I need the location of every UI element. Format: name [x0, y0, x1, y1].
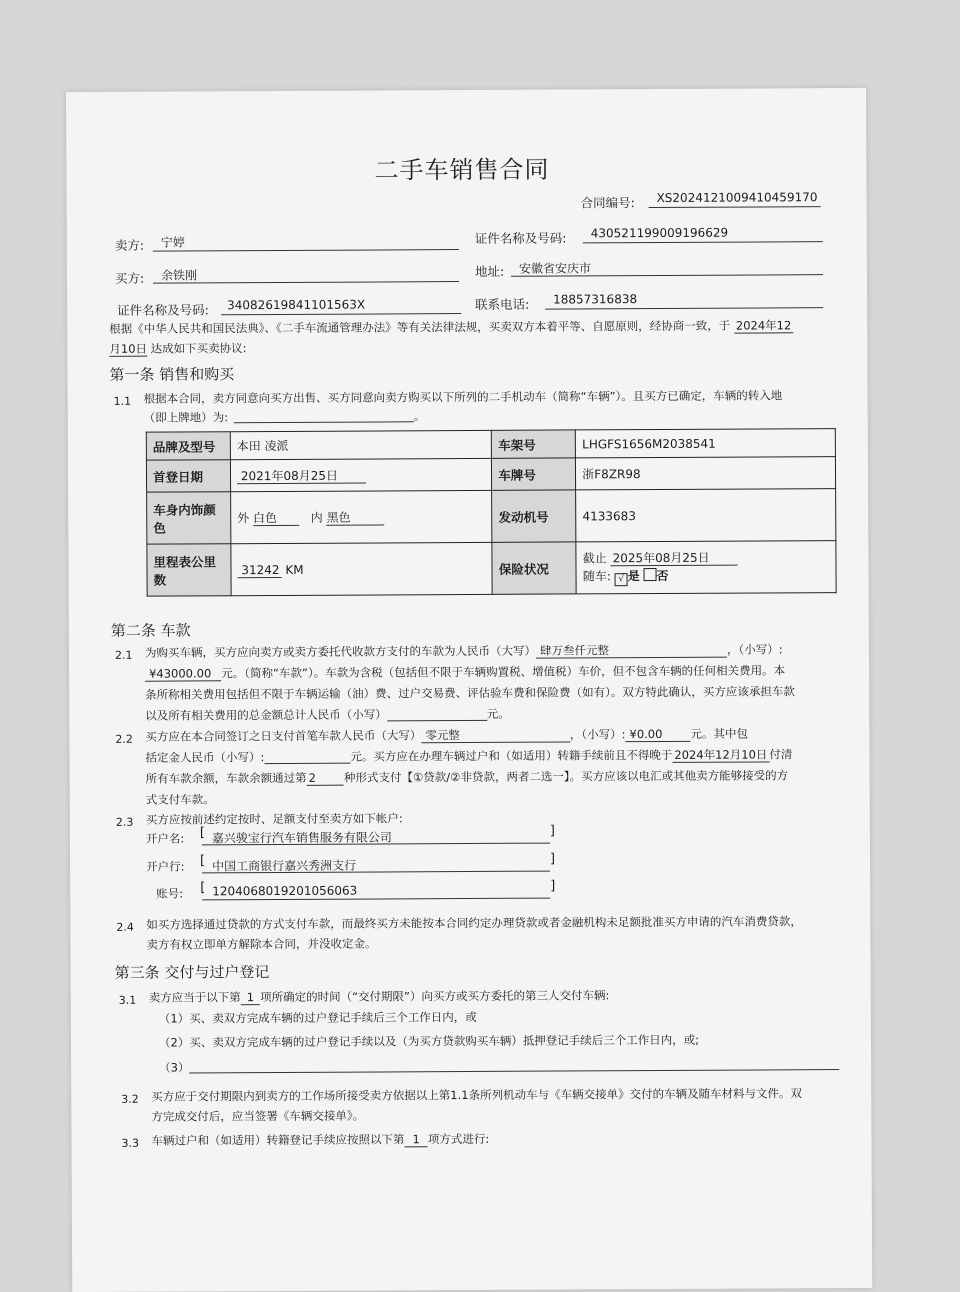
clause-3-3-text: 车辆过户和（如适用）转籍登记手续应按照以下第 [151, 1132, 405, 1148]
agreement-date-part2: 月10日 [109, 341, 148, 356]
account-name-label: 开户名: [145, 831, 185, 846]
vin-label: 车架号 [492, 430, 576, 458]
clause-3-3-text-end: 项方式进行: [427, 1131, 490, 1147]
clause-3-3-line-1 [151, 1128, 489, 1152]
mileage-label: 里程表公里数 [147, 544, 231, 596]
clause-3-1-line-1 [149, 984, 610, 1008]
bracket-right-icon: ] [550, 878, 556, 894]
bracket-right-icon: ] [549, 851, 556, 867]
clause-3-1-number: 3.1 [118, 993, 137, 1007]
brand-value: 本田 凌派 [230, 430, 492, 459]
clause-3-1-text: 卖方应当于以下第 [148, 990, 241, 1005]
checkbox-yes-icon[interactable]: √ [615, 573, 628, 586]
insurance-until-date: 2025年08月25日 [611, 551, 738, 567]
clause-2-1-line-3: 条所称相关费用包括但不限于车辆运输（油）费、过户交易费、评估验车费和保险费（如有）。双方特此确认，买方应该承担车款 [145, 684, 795, 702]
bracket-left-icon: [ [200, 880, 206, 896]
insurance-label: 保险状况 [492, 542, 576, 594]
registration-location-blank [234, 421, 414, 423]
document-title: 二手车销售合同 [374, 155, 550, 185]
engine-value: 4133683 [576, 489, 836, 542]
seller-label: 卖方: [114, 237, 145, 253]
clause-2-2-line-3 [146, 764, 789, 789]
bank-value: 中国工商银行嘉兴秀洲支行 [212, 858, 357, 874]
clause-2-4-line-1: 如买方选择通过贷款的方式支付车款，而最终买方未能按本合同约定办理贷款或者金融机构未足额批准买方申请的汽车消费贷款， [146, 914, 802, 932]
buyer-address-value: 安徽省安庆市 [518, 261, 591, 276]
clause-3-1-text-end: 项所确定的时间（“交付期限”）向买方或买方委托的第三人交付车辆: [260, 988, 610, 1005]
contract-no-label: 合同编号: [580, 195, 635, 211]
first-reg-cell [230, 458, 492, 491]
clause-2-4-number: 2.4 [116, 920, 134, 934]
account-no-label: 账号: [156, 886, 184, 901]
buyer-id-underline [221, 313, 461, 315]
clause-3-2-number: 3.2 [121, 1092, 139, 1106]
first-reg-value: 2021年08月25日 [237, 469, 366, 485]
buyer-id-value: 34082619841101563X [227, 297, 366, 313]
exterior-prefix: 外 [237, 511, 250, 526]
seller-name: 宁婷 [160, 235, 185, 250]
seller-id-value: 430521199009196629 [590, 225, 729, 241]
buyer-id-label: 证件名称及号码: [117, 302, 209, 318]
brand-label: 品牌及型号 [146, 432, 230, 460]
buyer-phone-value: 18857316838 [553, 292, 638, 307]
section-2-heading: 第二条 车款 [110, 621, 191, 640]
seller-underline [153, 249, 459, 252]
clause-1-1-line-2: （即上牌地）为: [143, 410, 229, 425]
mileage-value: 31242 [237, 562, 281, 577]
clause-2-1-text: 为购买车辆，买方应向卖方或卖方委托代收款方支付的车款为人民币（大写） [144, 643, 536, 660]
clause-2-2-text-2-end: 付清 [769, 747, 793, 762]
buyer-underline [153, 281, 459, 284]
clause-1-1-number: 1.1 [113, 394, 132, 408]
table-row [147, 489, 836, 545]
clause-2-2-text: 买方应在本合同签订之日支付首笔车款人民币（大写） [145, 728, 422, 744]
seller-id-label: 证件名称及号码: [474, 230, 567, 246]
interior-color: 黑色 [327, 510, 385, 525]
vin-value: LHGFS1656M2038541 [576, 429, 836, 458]
account-no-value: 1204068019201056063 [212, 883, 358, 899]
clause-2-3-line-1: 买方应按前述约定按时、足额支付至卖方如下帐户: [145, 811, 403, 827]
bracket-left-icon: [ [199, 825, 206, 841]
clause-2-2-text-3: 所有车款余额，车款余额通过第 [145, 770, 307, 786]
first-reg-label: 首登日期 [146, 460, 230, 492]
total-amount-blank [387, 706, 487, 722]
color-label: 车身内饰颜色 [147, 492, 231, 544]
clause-3-2-line-1: 买方应于交付期限内到卖方的工作场所接受卖方依据以上第1.1条所列机动车与《车辆交接单》交付的车辆及随车材料与文件。双 [151, 1086, 803, 1104]
bracket-left-icon: [ [199, 853, 206, 869]
buyer-name: 余铁刚 [160, 268, 198, 283]
delivery-option-3: （3） [159, 1060, 190, 1075]
plate-label: 车牌号 [492, 458, 576, 490]
contract-page [66, 88, 872, 1292]
table-row [146, 457, 835, 493]
payment-method: 2 [307, 771, 344, 786]
clause-2-1-text-2: 元。（简称“车款”）。车款为含税（包括但不限于车辆购置税、增值税）车价，但不包含车辆的任何相关费用。本 [221, 663, 786, 681]
clause-2-2-lower-label: ，（小写）: [569, 727, 626, 742]
delivery-option-3-blank [189, 1069, 839, 1073]
intro-text: 根据《中华人民共和国民法典》、《二手车流通管理办法》等有关法律法规，买卖双方本着平等、自愿原则，经协商一致，于 [109, 318, 731, 336]
yes-label: 是 [627, 569, 640, 584]
payment-deadline: 2024年12月10日 [672, 747, 769, 763]
deposit-label: 括定金人民币（小写）: [145, 750, 265, 765]
buyer-phone-label: 联系电话: [475, 296, 530, 312]
vehicle-info-table [146, 428, 837, 597]
engine-label: 发动机号 [492, 490, 576, 542]
mileage-unit: KM [285, 562, 304, 577]
clause-2-1-lower-label: ，（小写）: [726, 642, 783, 657]
clause-1-1-line-1: 根据本合同，卖方同意向买方出售、买方同意向卖方购买以下所列的二手机动车（简称“车辆”）。且买方已确定，车辆的转入地 [143, 388, 783, 406]
agreement-date-part1: 2024年12 [734, 318, 793, 333]
delivery-option-2: （2）买、卖双方完成车辆的过户登记手续以及（为买方贷款购买车辆）抵押登记手续后三个工作日内，或; [158, 1032, 700, 1050]
delivery-option: 1 [241, 990, 260, 1005]
clause-2-1-text-4: 以及所有相关费用的总金额总计人民币（小写） [145, 707, 387, 723]
insurance-until-prefix: 截止 [582, 551, 607, 566]
clause-2-2-number: 2.2 [115, 732, 133, 746]
clause-1-1-end: 。 [413, 409, 426, 424]
contract-no-value: XS2024121009410459170 [656, 190, 818, 206]
table-row [146, 429, 835, 461]
buyer-address-label: 地址: [474, 263, 505, 279]
section-1-heading: 第一条 销售和购买 [109, 365, 235, 384]
clause-2-2-line-4: 式支付车款。 [145, 792, 215, 807]
clause-2-1-number: 2.1 [114, 648, 133, 662]
clause-3-2-line-2: 方完成交付后，应当签署《车辆交接单》。 [151, 1108, 365, 1124]
bank-label: 开户行: [146, 859, 185, 874]
clause-3-3-number: 3.3 [121, 1136, 140, 1150]
seller-id-underline [583, 241, 823, 243]
clause-2-2-text-end: 元。其中包 [690, 726, 748, 741]
intro-line-1 [109, 314, 793, 340]
plate-value: 浙F8ZR98 [576, 457, 836, 490]
table-row [147, 541, 836, 597]
contract-no-underline [649, 206, 821, 208]
buyer-label: 买方: [114, 270, 145, 286]
checkbox-no-icon[interactable] [643, 568, 656, 581]
price-upper: 肆万叁仟元整 [536, 643, 727, 659]
delivery-option-1: （1）买、卖双方完成车辆的过户登记手续后三个工作日内，或 [158, 1009, 477, 1026]
clause-2-3-number: 2.3 [115, 815, 134, 829]
insurance-cell [576, 541, 836, 594]
buyer-phone-underline [545, 307, 823, 309]
color-cell [230, 490, 492, 543]
mileage-cell [231, 542, 493, 595]
transfer-option: 1 [404, 1132, 427, 1147]
down-payment-upper: 零元整 [421, 727, 570, 743]
bracket-right-icon: ] [549, 823, 555, 839]
down-payment-lower: ¥0.00 [625, 727, 690, 742]
account-name-value: 嘉兴骏宝行汽车销售服务有限公司 [211, 830, 392, 846]
section-3-heading: 第三条 交付与过户登记 [114, 963, 270, 982]
interior-prefix: 内 [310, 510, 323, 525]
deposit-blank [264, 749, 350, 764]
exterior-color: 白色 [253, 511, 299, 526]
price-lower: ¥43000.00 [145, 666, 221, 681]
clause-2-1-end: 元。 [486, 706, 510, 721]
clause-2-2-text-2: 元。买方应在办理车辆过户和（如适用）转籍手续前且不得晚于 [350, 747, 673, 764]
intro-line-2 [109, 337, 246, 360]
no-label: 否 [656, 568, 669, 584]
clause-2-2-text-3-end: 种形式支付【①贷款/②非贷款，两者二选一】。买方应该以电汇或其他卖方能够接受的方 [343, 768, 789, 785]
intro-text-end: 达成如下买卖协议: [150, 341, 247, 356]
clause-2-4-line-2: 卖方有权立即单方解除本合同，并没收定金。 [146, 936, 377, 952]
with-car-label: 随车: [582, 569, 611, 584]
